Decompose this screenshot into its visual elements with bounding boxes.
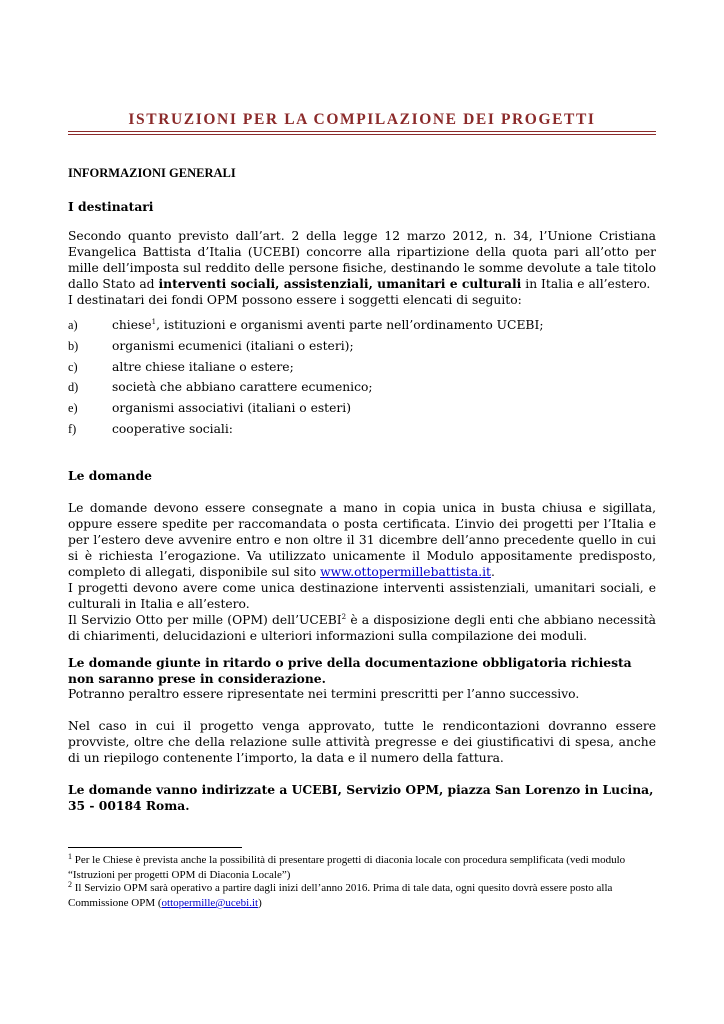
- text-span: in Italia e all’estero.: [521, 277, 651, 291]
- title-rule-thick: [68, 131, 656, 132]
- list-item: [68, 401, 656, 422]
- text-span: Le domande devono essere consegnate a mano in copia unica in busta chiusa e sigillata, oppure essere spedite per raccomandata o posta certificata. L’invio dei progetti per l’Italia e per l’estero deve avvenire entro e non oltre il 31 dicembre dell’anno precedente quello in cui si è richiesta l’erogazione. Va utilizzato unicamente il Modulo appositamente predisposto, completo di allegati, disponibile sul sito: [68, 501, 656, 579]
- list-text: [112, 318, 543, 332]
- list-text: organismi ecumenici (italiani o esteri);: [112, 338, 354, 353]
- text-span: ): [258, 897, 262, 909]
- list-text: cooperative sociali:: [112, 421, 233, 436]
- list-item: [68, 318, 656, 339]
- list-text: altre chiese italiane o estere;: [112, 359, 294, 374]
- paragraph-destinatari: [68, 228, 656, 308]
- email-link[interactable]: ottopermille@ucebi.it: [161, 897, 259, 909]
- footnote-1: [68, 853, 656, 883]
- text-span: Per le Chiese è prevista anche la possibilità di presentare progetti di diaconia locale con procedura semplificata (vedi modulo “Istruzioni per progetti OPM di Diaconia Locale”): [68, 854, 626, 881]
- heading-destinatari: I destinatari: [68, 199, 154, 214]
- list-text: società che abbiano carattere ecumenico;: [112, 380, 373, 395]
- list-label: d): [68, 380, 79, 395]
- footnote-2: [68, 881, 656, 911]
- heading-domande: Le domande: [68, 468, 152, 483]
- list-label: c): [68, 359, 78, 374]
- paragraph-rendicontazioni: Nel caso in cui il progetto venga approvato, tutte le rendicontazioni dovranno essere provviste, oltre che della relazione sulle attività pregresse e dei giustificativi di spesa, anche di un riepilogo contenente l’importo, la data e il numero della fattura.: [68, 719, 656, 765]
- footnote-separator: [68, 847, 242, 848]
- footnote-number: 2: [68, 880, 72, 889]
- title-rule-thin: [68, 134, 656, 135]
- destinatari-list: [68, 318, 656, 443]
- text-span: I progetti devono avere come unica destinazione interventi assistenziali, umanitari sociali, e culturali in Italia e all’estero.: [68, 581, 656, 611]
- list-label: a): [68, 318, 78, 332]
- section-heading-info: INFORMAZIONI GENERALI: [68, 166, 236, 180]
- text-span: Il Servizio Otto per mille (OPM) dell’UCEBI: [68, 613, 342, 627]
- list-label: e): [68, 401, 78, 416]
- footnote-number: 1: [68, 852, 72, 861]
- footnote-ref[interactable]: 2: [341, 613, 347, 621]
- website-link[interactable]: www.ottopermillebattista.it: [320, 565, 491, 579]
- text-span: I destinatari dei fondi OPM possono essere i soggetti elencati di seguito:: [68, 293, 522, 307]
- list-item: [68, 380, 656, 401]
- text-span: Il Servizio OPM sarà operativo a partire dagli inizi dell’anno 2016. Prima di tale data, ogni quesito dovrà essere posto alla Commissione OPM (: [68, 882, 613, 909]
- text-span: , istituzioni e organismi aventi parte nell’ordinamento UCEBI;: [156, 318, 544, 332]
- paragraph-late-warning: Le domande giunte in ritardo o prive della documentazione obbligatoria richiesta non saranno prese in considerazione.: [68, 655, 632, 686]
- text-span: è a disposizione degli enti che abbiano necessità di chiarimenti, delucidazioni e ulteriori informazioni sulla compilazione dei moduli.: [68, 613, 656, 643]
- list-item: [68, 422, 656, 443]
- paragraph-resubmit: Potranno peraltro essere ripresentate nei termini prescritti per l’anno successivo.: [68, 687, 580, 701]
- paragraph-address: Le domande vanno indirizzate a UCEBI, Servizio OPM, piazza San Lorenzo in Lucina, 35 - 00184 Roma.: [68, 782, 654, 813]
- document-title: ISTRUZIONI PER LA COMPILAZIONE DEI PROGETTI: [128, 111, 596, 128]
- text-span: .: [490, 565, 495, 579]
- bold-span: interventi sociali, assistenziali, umanitari e culturali: [158, 276, 522, 291]
- list-text: organismi associativi (italiani o esteri): [112, 401, 352, 416]
- text-span: Secondo quanto previsto dall’art. 2 della legge 12 marzo 2012, n. 34, l’Unione Cristiana Evangelica Battista d’Italia (UCEBI) concorre alla ripartizione della quota pari all’otto per mille dell’imposta sul reddito delle persone fisiche, destinando le somme devolute a tale titolo dallo Stato ad: [68, 229, 656, 291]
- list-label: b): [68, 338, 79, 353]
- footnote-ref[interactable]: 1: [151, 318, 157, 326]
- list-item: [68, 339, 656, 360]
- text-span: chiese: [112, 318, 152, 332]
- list-label: f): [68, 421, 77, 436]
- list-item: [68, 360, 656, 381]
- paragraph-domande: [68, 500, 656, 644]
